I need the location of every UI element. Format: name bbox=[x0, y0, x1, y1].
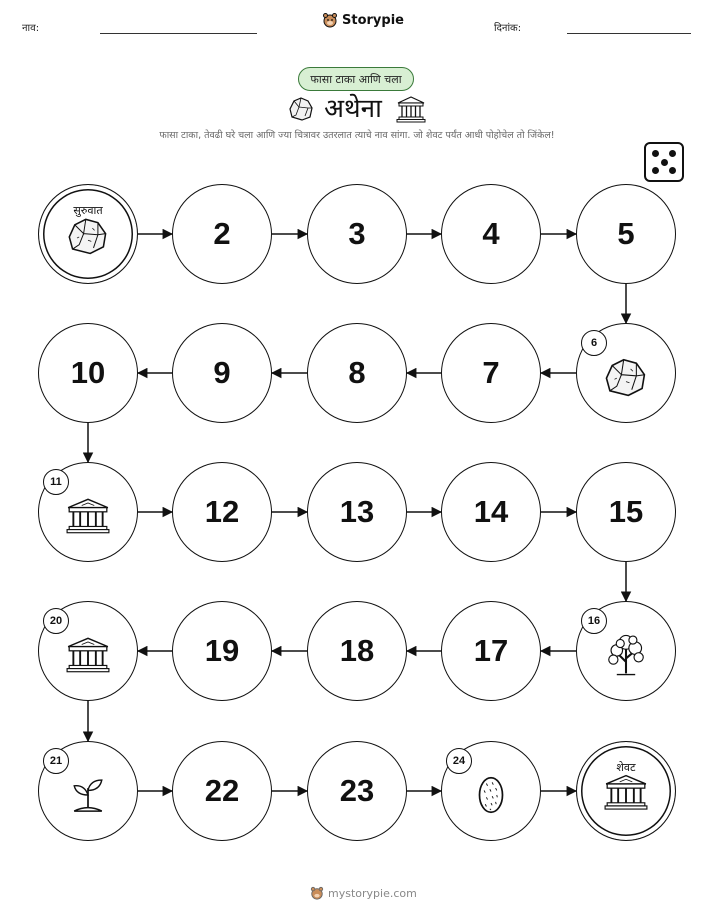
board-cell-12 bbox=[172, 462, 272, 562]
cell-number: 23 bbox=[339, 773, 375, 808]
board-cell-4 bbox=[441, 184, 541, 284]
board-cell-15 bbox=[576, 462, 676, 562]
start-label: सुरुवात bbox=[73, 204, 103, 217]
board-cell-2 bbox=[172, 184, 272, 284]
footer-site[interactable]: mystorypie.com bbox=[328, 886, 417, 900]
board-cell-7 bbox=[441, 323, 541, 423]
cell-number: 17 bbox=[473, 633, 509, 668]
board-cell-8 bbox=[307, 323, 407, 423]
cell-number-badge: 11 bbox=[43, 469, 69, 495]
board-cell-24 bbox=[441, 741, 541, 841]
cell-number: 8 bbox=[348, 355, 366, 390]
board-cell-22 bbox=[172, 741, 272, 841]
temple-icon bbox=[603, 773, 649, 815]
board-cell-3 bbox=[307, 184, 407, 284]
cell-number: 14 bbox=[473, 494, 509, 529]
cell-number: 15 bbox=[608, 494, 644, 529]
title-text: अथेना bbox=[324, 94, 382, 124]
cell-number-badge: 16 bbox=[581, 608, 607, 634]
cell-number: 18 bbox=[339, 633, 375, 668]
cell-number: 3 bbox=[348, 216, 366, 251]
cell-number: 22 bbox=[204, 773, 240, 808]
board-cell-20 bbox=[38, 601, 138, 701]
cell-number: 2 bbox=[213, 216, 231, 251]
temple-icon bbox=[65, 497, 111, 539]
cell-number: 7 bbox=[482, 355, 500, 390]
finish-label: शेवट bbox=[616, 761, 636, 774]
name-label: नाव: bbox=[22, 23, 40, 34]
board-cell-11 bbox=[38, 462, 138, 562]
game-type-pill: फासा टाका आणि चला bbox=[298, 67, 414, 91]
date-label: दिनांक: bbox=[494, 23, 522, 34]
cell-number: 4 bbox=[482, 216, 500, 251]
almond-icon bbox=[475, 772, 507, 822]
cell-number-badge: 6 bbox=[581, 330, 607, 356]
bear-icon bbox=[310, 886, 324, 900]
board-cell-17 bbox=[441, 601, 541, 701]
cell-number: 9 bbox=[213, 355, 231, 390]
cell-number: 12 bbox=[204, 494, 240, 529]
rock-icon bbox=[603, 354, 649, 404]
board-cell-18 bbox=[307, 601, 407, 701]
cell-number: 5 bbox=[617, 216, 635, 251]
rock-icon bbox=[66, 214, 110, 262]
cell-number: 10 bbox=[70, 355, 106, 390]
cell-number-badge: 24 bbox=[446, 748, 472, 774]
board-cell-16 bbox=[576, 601, 676, 701]
instructions: फासा टाका, तेवढी घरे चला आणि ज्या चित्रावर उतरलात त्याचे नाव सांगा. जो शेवट पर्यंत आधी पोहोचेल तो जिंकेल! bbox=[159, 130, 555, 141]
cell-number: 13 bbox=[339, 494, 375, 529]
board-cell-1 bbox=[38, 184, 138, 284]
board-cell-21 bbox=[38, 741, 138, 841]
board-cell-25 bbox=[576, 741, 676, 841]
board-cell-14 bbox=[441, 462, 541, 562]
board-cell-23 bbox=[307, 741, 407, 841]
footer bbox=[310, 886, 417, 900]
brand-name: Storypie bbox=[342, 12, 404, 28]
board-cell-9 bbox=[172, 323, 272, 423]
board-cell-19 bbox=[172, 601, 272, 701]
sprout-icon bbox=[65, 772, 111, 822]
board-cell-5 bbox=[576, 184, 676, 284]
tree-icon bbox=[603, 632, 649, 682]
temple-icon bbox=[65, 636, 111, 678]
board-cell-10 bbox=[38, 323, 138, 423]
cell-number: 19 bbox=[204, 633, 240, 668]
cell-number-badge: 20 bbox=[43, 608, 69, 634]
cell-number-badge: 21 bbox=[43, 748, 69, 774]
board-cell-13 bbox=[307, 462, 407, 562]
board-cell-6 bbox=[576, 323, 676, 423]
